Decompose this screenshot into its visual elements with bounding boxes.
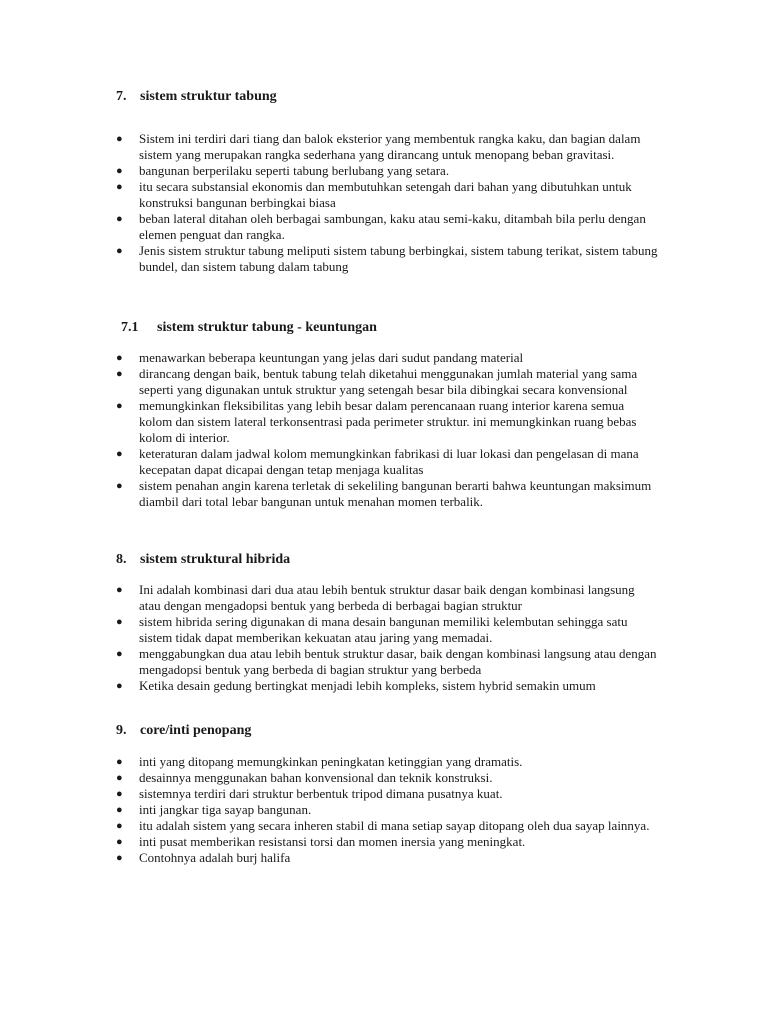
bullet-icon: ● xyxy=(116,368,123,380)
list-item-text: Jenis sistem struktur tabung meliputi sistem tabung berbingkai, sistem tabung terikat, sistem tabung bundel, dan sistem tabung dalam tabung xyxy=(139,243,658,274)
list-item xyxy=(0,646,659,678)
list-item-text: memungkinkan fleksibilitas yang lebih besar dalam perencanaan ruang interior karena semua kolom dan sistem lateral terkonsentrasi pada perimeter struktur. ini memungkinkan ruang bebas kolom di interior. xyxy=(139,398,637,445)
list-item-text: bangunan berperilaku seperti tabung berlubang yang setara. xyxy=(139,163,450,178)
bullet-icon: ● xyxy=(116,352,123,364)
list-item-text: menggabungkan dua atau lebih bentuk struktur dasar, baik dengan kombinasi langsung atau dengan mengadopsi bentuk yang berbeda di bagian struktur yang berbeda xyxy=(139,646,657,677)
bullet-icon: ● xyxy=(116,213,123,225)
bullet-icon: ● xyxy=(116,772,123,784)
list-item xyxy=(0,754,659,770)
bullet-list xyxy=(0,754,768,866)
list-item-text: Sistem ini terdiri dari tiang dan balok eksterior yang membentuk rangka kaku, dan bagian dalam sistem yang merupakan rangka sederhana yang dirancang untuk menopang beban gravitasi. xyxy=(139,131,641,162)
list-item xyxy=(0,614,659,646)
section-title: sistem struktur tabung - keuntungan xyxy=(157,320,377,335)
section-title: sistem struktur tabung xyxy=(140,89,277,104)
list-item-text: Ketika desain gedung bertingkat menjadi lebih kompleks, sistem hybrid semakin umum xyxy=(139,678,596,693)
list-item-text: desainnya menggunakan bahan konvensional dan teknik konstruksi. xyxy=(139,770,493,785)
list-item xyxy=(0,678,659,694)
bullet-icon: ● xyxy=(116,756,123,768)
list-item-text: itu secara substansial ekonomis dan membutuhkan setengah dari bahan yang dibutuhkan untuk konstruksi bangunan berbingkai biasa xyxy=(139,179,632,210)
bullet-list xyxy=(0,131,768,275)
list-item xyxy=(0,818,659,834)
bullet-icon: ● xyxy=(116,788,123,800)
list-item-text: menawarkan beberapa keuntungan yang jelas dari sudut pandang material xyxy=(139,350,524,365)
list-item xyxy=(0,211,659,243)
bullet-icon: ● xyxy=(116,480,123,492)
bullet-icon: ● xyxy=(116,181,123,193)
bullet-icon: ● xyxy=(116,852,123,864)
list-item xyxy=(0,131,659,163)
bullet-icon: ● xyxy=(116,616,123,628)
list-item xyxy=(0,834,659,850)
list-item xyxy=(0,398,659,446)
list-item-text: dirancang dengan baik, bentuk tabung telah diketahui menggunakan jumlah material yang sama seperti yang digunakan untuk struktur yang setengah besar bila dibingkai secara konvensional xyxy=(139,366,638,397)
bullet-icon: ● xyxy=(116,400,123,412)
section-number: 7. xyxy=(116,89,127,104)
list-item xyxy=(0,366,659,398)
section-number: 8. xyxy=(116,552,127,567)
bullet-icon: ● xyxy=(116,648,123,660)
section-number: 9. xyxy=(116,723,127,738)
bullet-icon: ● xyxy=(116,584,123,596)
bullet-list xyxy=(0,350,768,510)
list-item-text: inti pusat memberikan resistansi torsi dan momen inersia yang meningkat. xyxy=(139,834,526,849)
bullet-icon: ● xyxy=(116,804,123,816)
list-item-text: inti yang ditopang memungkinkan peningkatan ketinggian yang dramatis. xyxy=(139,754,523,769)
list-item-text: Contohnya adalah burj halifa xyxy=(139,850,291,865)
bullet-icon: ● xyxy=(116,165,123,177)
list-item-text: sistemnya terdiri dari struktur berbentuk tripod dimana pusatnya kuat. xyxy=(139,786,503,801)
list-item-text: sistem penahan angin karena terletak di sekeliling bangunan berarti bahwa keuntungan maksimum diambil dari total lebar bangunan untuk menahan momen terbalik. xyxy=(139,478,652,509)
bullet-icon: ● xyxy=(116,245,123,257)
section-title: core/inti penopang xyxy=(140,723,252,738)
list-item xyxy=(0,243,659,275)
list-item-text: inti jangkar tiga sayap bangunan. xyxy=(139,802,312,817)
bullet-icon: ● xyxy=(116,133,123,145)
list-item xyxy=(0,802,659,818)
list-item xyxy=(0,850,659,866)
list-item xyxy=(0,446,659,478)
list-item xyxy=(0,350,659,366)
list-item-text: sistem hibrida sering digunakan di mana desain bangunan memiliki kelembutan sehingga satu sistem tidak dapat memberikan kekuatan atau jaring yang memadai. xyxy=(139,614,628,645)
list-item xyxy=(0,163,659,179)
list-item xyxy=(0,478,659,510)
bullet-icon: ● xyxy=(116,836,123,848)
section-number: 7.1 xyxy=(121,320,139,335)
list-item-text: Ini adalah kombinasi dari dua atau lebih bentuk struktur dasar baik dengan kombinasi langsung atau dengan mengadopsi bentuk yang berbeda di berbagai bagian struktur xyxy=(139,582,635,613)
section-title: sistem struktural hibrida xyxy=(140,552,291,567)
list-item-text: itu adalah sistem yang secara inheren stabil di mana setiap sayap ditopang oleh dua sayap lainnya. xyxy=(139,818,650,833)
list-item-text: beban lateral ditahan oleh berbagai sambungan, kaku atau semi-kaku, ditambah bila perlu dengan elemen penguat dan rangka. xyxy=(139,211,646,242)
list-item xyxy=(0,582,659,614)
list-item xyxy=(0,786,659,802)
bullet-icon: ● xyxy=(116,680,123,692)
bullet-list xyxy=(0,582,768,694)
bullet-icon: ● xyxy=(116,448,123,460)
list-item xyxy=(0,179,659,211)
list-item-text: keteraturan dalam jadwal kolom memungkinkan fabrikasi di luar lokasi dan pengelasan di mana kecepatan dapat dicapai dengan tetap menjaga kualitas xyxy=(139,446,639,477)
bullet-icon: ● xyxy=(116,820,123,832)
list-item xyxy=(0,770,659,786)
